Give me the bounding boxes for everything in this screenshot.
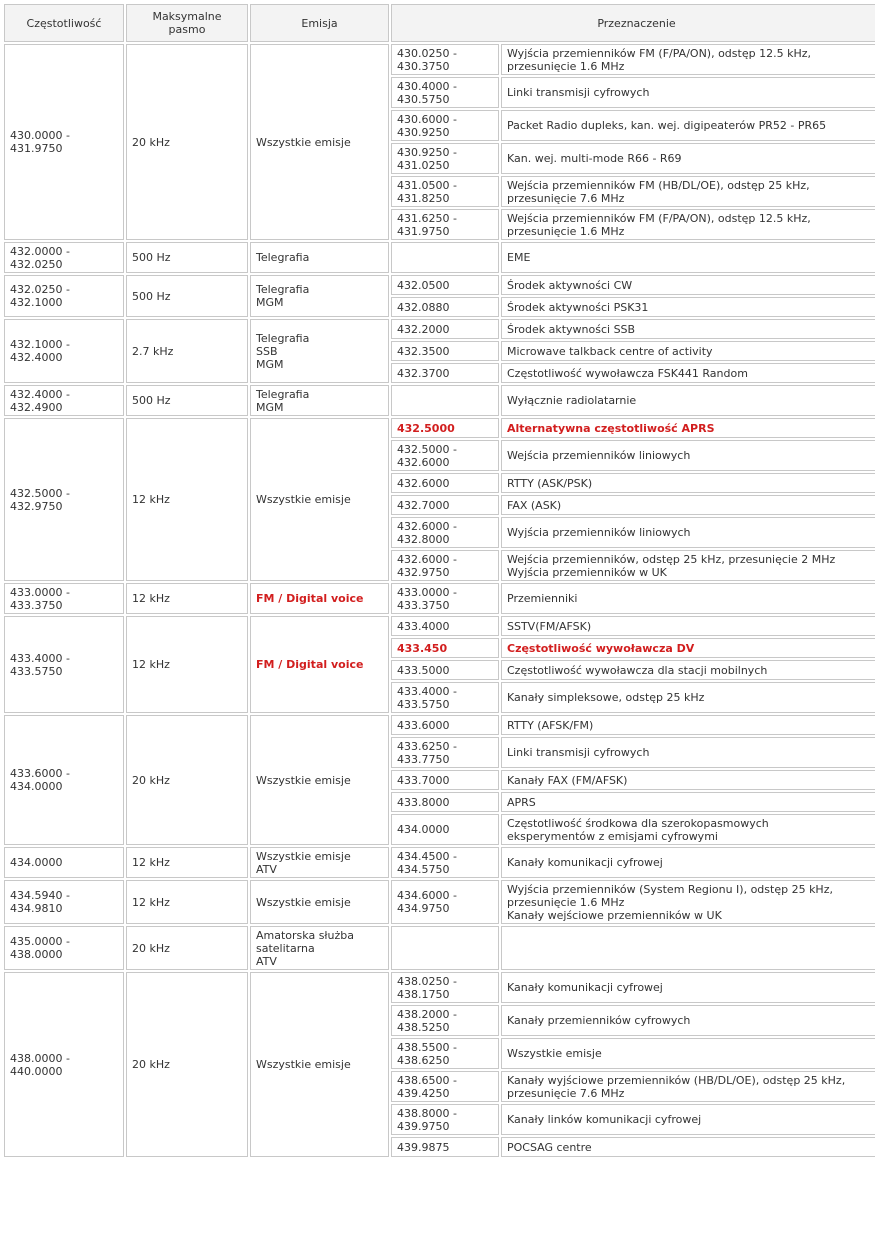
purpose-cell: Wyjścia przemienników liniowych bbox=[501, 517, 875, 548]
purpose-cell: Środek aktywności SSB bbox=[501, 319, 875, 339]
purpose-cell: Wyjścia przemienników FM (F/PA/ON), odstęp 12.5 kHz, przesunięcie 1.6 MHz bbox=[501, 44, 875, 75]
sub-frequency-cell: 432.0880 bbox=[391, 297, 499, 317]
sub-frequency-cell: 434.0000 bbox=[391, 814, 499, 845]
sub-frequency-cell: 430.6000 - 430.9250 bbox=[391, 110, 499, 141]
sub-frequency-cell: 433.4000 - 433.5750 bbox=[391, 682, 499, 713]
purpose-cell: APRS bbox=[501, 792, 875, 812]
frequency-cell: 432.0250 - 432.1000 bbox=[4, 275, 124, 317]
emission-cell: Telegrafia bbox=[250, 242, 389, 273]
purpose-cell: EME bbox=[501, 242, 875, 273]
frequency-cell: 433.6000 - 434.0000 bbox=[4, 715, 124, 845]
sub-frequency-cell: 433.5000 bbox=[391, 660, 499, 680]
sub-frequency-cell: 432.5000 - 432.6000 bbox=[391, 440, 499, 471]
purpose-cell: Częstotliwość wywoławcza dla stacji mobilnych bbox=[501, 660, 875, 680]
purpose-cell: Kanały komunikacji cyfrowej bbox=[501, 847, 875, 878]
emission-cell: Wszystkie emisje ATV bbox=[250, 847, 389, 878]
sub-frequency-cell: 432.3500 bbox=[391, 341, 499, 361]
frequency-cell: 432.5000 - 432.9750 bbox=[4, 418, 124, 581]
bandwidth-cell: 2.7 kHz bbox=[126, 319, 248, 383]
table-row bbox=[4, 583, 875, 614]
frequency-cell: 432.4000 - 432.4900 bbox=[4, 385, 124, 416]
table-row bbox=[4, 926, 875, 970]
table-row bbox=[4, 319, 875, 339]
sub-frequency-cell: 430.0250 - 430.3750 bbox=[391, 44, 499, 75]
purpose-cell bbox=[501, 926, 875, 970]
purpose-cell: Wejścia przemienników FM (HB/DL/OE), odstęp 25 kHz, przesunięcie 7.6 MHz bbox=[501, 176, 875, 207]
sub-frequency-cell: 434.4500 - 434.5750 bbox=[391, 847, 499, 878]
frequency-cell: 433.4000 - 433.5750 bbox=[4, 616, 124, 713]
emission-cell: Wszystkie emisje bbox=[250, 715, 389, 845]
frequency-cell: 434.0000 bbox=[4, 847, 124, 878]
bandwidth-cell: 20 kHz bbox=[126, 44, 248, 240]
sub-frequency-cell: 432.0500 bbox=[391, 275, 499, 295]
sub-frequency-cell: 430.9250 - 431.0250 bbox=[391, 143, 499, 174]
purpose-cell: Linki transmisji cyfrowych bbox=[501, 737, 875, 768]
purpose-cell: Kanały wyjściowe przemienników (HB/DL/OE), odstęp 25 kHz, przesunięcie 7.6 MHz bbox=[501, 1071, 875, 1102]
sub-frequency-cell: 438.6500 - 439.4250 bbox=[391, 1071, 499, 1102]
purpose-cell: Packet Radio dupleks, kan. wej. digipeaterów PR52 - PR65 bbox=[501, 110, 875, 141]
frequency-cell: 435.0000 - 438.0000 bbox=[4, 926, 124, 970]
purpose-cell: Przemienniki bbox=[501, 583, 875, 614]
purpose-cell: SSTV(FM/AFSK) bbox=[501, 616, 875, 636]
header-purpose: Przeznaczenie bbox=[391, 4, 875, 42]
purpose-cell: Kanały przemienników cyfrowych bbox=[501, 1005, 875, 1036]
table-row bbox=[4, 275, 875, 295]
emission-cell: FM / Digital voice bbox=[250, 616, 389, 713]
emission-cell: Wszystkie emisje bbox=[250, 880, 389, 924]
sub-frequency-cell: 432.2000 bbox=[391, 319, 499, 339]
sub-frequency-cell: 439.9875 bbox=[391, 1137, 499, 1157]
emission-cell: FM / Digital voice bbox=[250, 583, 389, 614]
sub-frequency-cell: 432.7000 bbox=[391, 495, 499, 515]
sub-frequency-cell: 438.5500 - 438.6250 bbox=[391, 1038, 499, 1069]
sub-frequency-cell: 433.6250 - 433.7750 bbox=[391, 737, 499, 768]
sub-frequency-cell bbox=[391, 926, 499, 970]
frequency-cell: 434.5940 - 434.9810 bbox=[4, 880, 124, 924]
purpose-cell: Częstotliwość wywoławcza FSK441 Random bbox=[501, 363, 875, 383]
table-row bbox=[4, 385, 875, 416]
bandwidth-cell: 500 Hz bbox=[126, 275, 248, 317]
sub-frequency-cell: 433.450 bbox=[391, 638, 499, 658]
purpose-cell: Środek aktywności PSK31 bbox=[501, 297, 875, 317]
sub-frequency-cell bbox=[391, 385, 499, 416]
frequency-cell: 430.0000 - 431.9750 bbox=[4, 44, 124, 240]
sub-frequency-cell: 432.6000 - 432.8000 bbox=[391, 517, 499, 548]
table-header-row bbox=[4, 4, 875, 42]
purpose-cell: Wszystkie emisje bbox=[501, 1038, 875, 1069]
purpose-cell: Kanały simpleksowe, odstęp 25 kHz bbox=[501, 682, 875, 713]
bandwidth-cell: 12 kHz bbox=[126, 418, 248, 581]
sub-frequency-cell: 438.0250 - 438.1750 bbox=[391, 972, 499, 1003]
sub-frequency-cell: 438.2000 - 438.5250 bbox=[391, 1005, 499, 1036]
bandwidth-cell: 12 kHz bbox=[126, 616, 248, 713]
emission-cell: Wszystkie emisje bbox=[250, 418, 389, 581]
purpose-cell: Kanały FAX (FM/AFSK) bbox=[501, 770, 875, 790]
table-row bbox=[4, 616, 875, 636]
purpose-cell: Microwave talkback centre of activity bbox=[501, 341, 875, 361]
sub-frequency-cell: 433.8000 bbox=[391, 792, 499, 812]
table-row bbox=[4, 847, 875, 878]
table-row bbox=[4, 715, 875, 735]
frequency-cell: 432.1000 - 432.4000 bbox=[4, 319, 124, 383]
sub-frequency-cell: 432.6000 - 432.9750 bbox=[391, 550, 499, 581]
sub-frequency-cell: 433.6000 bbox=[391, 715, 499, 735]
sub-frequency-cell: 431.6250 - 431.9750 bbox=[391, 209, 499, 240]
purpose-cell: Wejścia przemienników liniowych bbox=[501, 440, 875, 471]
sub-frequency-cell: 433.7000 bbox=[391, 770, 499, 790]
table-row bbox=[4, 972, 875, 1003]
frequency-cell: 432.0000 - 432.0250 bbox=[4, 242, 124, 273]
emission-cell: Wszystkie emisje bbox=[250, 44, 389, 240]
purpose-cell: RTTY (ASK/PSK) bbox=[501, 473, 875, 493]
emission-cell: Telegrafia SSB MGM bbox=[250, 319, 389, 383]
sub-frequency-cell: 433.4000 bbox=[391, 616, 499, 636]
emission-cell: Telegrafia MGM bbox=[250, 385, 389, 416]
purpose-cell: Wejścia przemienników, odstęp 25 kHz, przesunięcie 2 MHz Wyjścia przemienników w UK bbox=[501, 550, 875, 581]
bandwidth-cell: 20 kHz bbox=[126, 926, 248, 970]
sub-frequency-cell: 434.6000 - 434.9750 bbox=[391, 880, 499, 924]
band-plan-table bbox=[2, 2, 875, 1159]
header-frequency: Częstotliwość bbox=[4, 4, 124, 42]
purpose-cell: Środek aktywności CW bbox=[501, 275, 875, 295]
bandwidth-cell: 20 kHz bbox=[126, 715, 248, 845]
purpose-cell: Wejścia przemienników FM (F/PA/ON), odstęp 12.5 kHz, przesunięcie 1.6 MHz bbox=[501, 209, 875, 240]
table-row bbox=[4, 44, 875, 75]
sub-frequency-cell: 430.4000 - 430.5750 bbox=[391, 77, 499, 108]
purpose-cell: Kanały linków komunikacji cyfrowej bbox=[501, 1104, 875, 1135]
header-max-bandwidth: Maksymalne pasmo bbox=[126, 4, 248, 42]
emission-cell: Wszystkie emisje bbox=[250, 972, 389, 1157]
sub-frequency-cell bbox=[391, 242, 499, 273]
sub-frequency-cell: 432.6000 bbox=[391, 473, 499, 493]
bandwidth-cell: 12 kHz bbox=[126, 583, 248, 614]
purpose-cell: Kan. wej. multi-mode R66 - R69 bbox=[501, 143, 875, 174]
frequency-cell: 438.0000 - 440.0000 bbox=[4, 972, 124, 1157]
bandwidth-cell: 500 Hz bbox=[126, 385, 248, 416]
purpose-cell: Linki transmisji cyfrowych bbox=[501, 77, 875, 108]
purpose-cell: POCSAG centre bbox=[501, 1137, 875, 1157]
purpose-cell: FAX (ASK) bbox=[501, 495, 875, 515]
bandwidth-cell: 12 kHz bbox=[126, 880, 248, 924]
bandwidth-cell: 500 Hz bbox=[126, 242, 248, 273]
sub-frequency-cell: 433.0000 - 433.3750 bbox=[391, 583, 499, 614]
emission-cell: Telegrafia MGM bbox=[250, 275, 389, 317]
purpose-cell: Wyjścia przemienników (System Regionu I), odstęp 25 kHz, przesunięcie 1.6 MHz Kanały wejściowe przemienników w UK bbox=[501, 880, 875, 924]
purpose-cell: Częstotliwość środkowa dla szerokopasmowych eksperymentów z emisjami cyfrowymi bbox=[501, 814, 875, 845]
bandwidth-cell: 20 kHz bbox=[126, 972, 248, 1157]
emission-cell: Amatorska służba satelitarna ATV bbox=[250, 926, 389, 970]
table-row bbox=[4, 418, 875, 438]
purpose-cell: RTTY (AFSK/FM) bbox=[501, 715, 875, 735]
purpose-cell: Wyłącznie radiolatarnie bbox=[501, 385, 875, 416]
purpose-cell: Kanały komunikacji cyfrowej bbox=[501, 972, 875, 1003]
bandwidth-cell: 12 kHz bbox=[126, 847, 248, 878]
sub-frequency-cell: 438.8000 - 439.9750 bbox=[391, 1104, 499, 1135]
purpose-cell: Częstotliwość wywoławcza DV bbox=[501, 638, 875, 658]
sub-frequency-cell: 431.0500 - 431.8250 bbox=[391, 176, 499, 207]
purpose-cell: Alternatywna częstotliwość APRS bbox=[501, 418, 875, 438]
frequency-cell: 433.0000 - 433.3750 bbox=[4, 583, 124, 614]
table-row bbox=[4, 880, 875, 924]
sub-frequency-cell: 432.3700 bbox=[391, 363, 499, 383]
sub-frequency-cell: 432.5000 bbox=[391, 418, 499, 438]
table-row bbox=[4, 242, 875, 273]
header-emission: Emisja bbox=[250, 4, 389, 42]
